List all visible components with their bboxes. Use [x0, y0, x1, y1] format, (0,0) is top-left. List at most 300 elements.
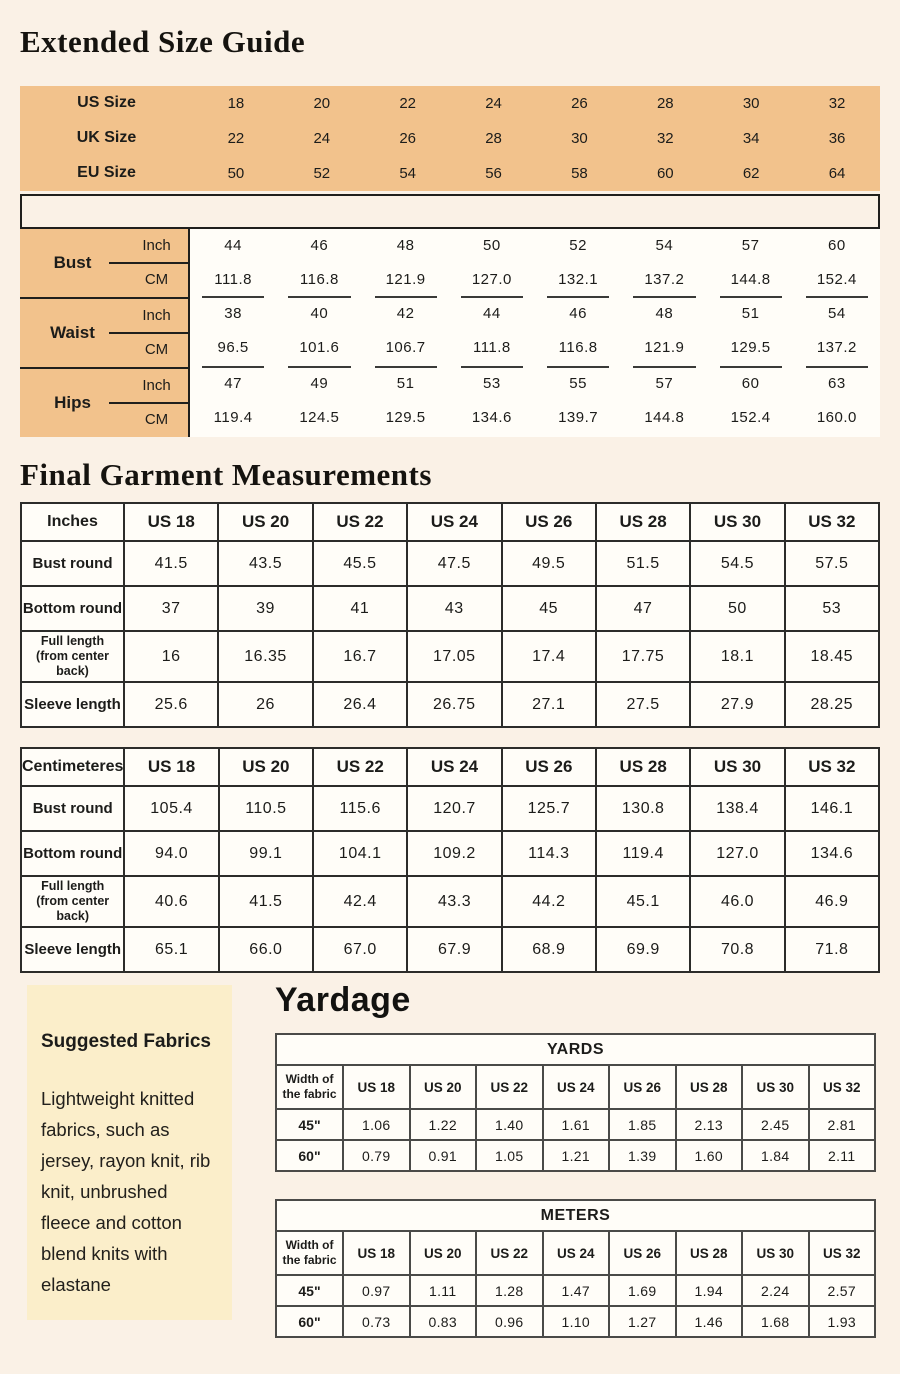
measurement-column	[190, 229, 276, 297]
value-cell: 50	[690, 586, 784, 631]
measurement-column	[708, 297, 794, 367]
size-header-cell: US 26	[502, 503, 596, 541]
size-system-label: US Size	[77, 94, 136, 112]
unit-column	[125, 229, 190, 297]
table-row	[21, 831, 879, 876]
value-cell: 17.05	[407, 631, 501, 682]
header-row	[276, 1065, 875, 1109]
value-cell: 16	[124, 631, 218, 682]
value-cell: 18.45	[785, 631, 879, 682]
size-value: 26	[571, 94, 588, 112]
row-label-cell: Bust round	[21, 541, 124, 586]
measurement-column	[535, 297, 621, 367]
value-cell: 138.4	[690, 786, 784, 831]
value-cell: 104.1	[313, 831, 407, 876]
size-header-cell: US 22	[313, 503, 407, 541]
cm-value: 152.4	[816, 271, 857, 289]
table-row	[276, 1140, 875, 1171]
table-row	[276, 1306, 875, 1337]
cm-value: 127.0	[471, 271, 512, 289]
value-cell: 41.5	[219, 876, 313, 927]
value-cell: 1.84	[742, 1140, 809, 1171]
size-value: 36	[828, 129, 846, 147]
value-cell: 2.81	[809, 1109, 876, 1140]
value-cell: 45	[502, 586, 596, 631]
size-value: 60	[656, 164, 674, 182]
row-label-cell: Bust round	[21, 786, 124, 831]
value-cell: 18.1	[690, 631, 784, 682]
suggested-fabrics-heading: Suggested Fabrics	[41, 1031, 211, 1053]
value-cell: 109.2	[407, 831, 501, 876]
value-cell: 67.0	[313, 927, 407, 972]
value-cell: 1.94	[676, 1275, 743, 1306]
inch-value: 60	[741, 375, 760, 393]
value-cell: 46.9	[785, 876, 879, 927]
value-cell: 1.93	[809, 1306, 876, 1337]
value-cell: 120.7	[407, 786, 501, 831]
cm-value: 144.8	[644, 409, 685, 427]
table-head	[21, 748, 879, 786]
size-value: 26	[399, 129, 417, 147]
inch-value: 55	[569, 375, 587, 393]
table-head	[276, 1200, 875, 1275]
value-cell: 2.45	[742, 1109, 809, 1140]
value-cell: 66.0	[219, 927, 313, 972]
cm-value: 152.4	[730, 409, 771, 427]
table-row	[276, 1109, 875, 1140]
size-header-cell: US 18	[124, 748, 218, 786]
value-cell: 68.9	[502, 927, 596, 972]
value-cell: 49.5	[502, 541, 596, 586]
cm-value: 134.6	[471, 409, 512, 427]
value-cell: 1.69	[609, 1275, 676, 1306]
value-cell: 27.1	[502, 682, 596, 727]
inch-value: 44	[224, 237, 242, 255]
size-header-cell: US 28	[676, 1065, 743, 1109]
measurement-column	[621, 297, 707, 367]
size-system-label: EU Size	[77, 164, 136, 182]
inch-value: 48	[396, 237, 415, 255]
measurement-column	[621, 229, 707, 297]
row-label-cell: Bottom round	[21, 586, 124, 631]
yardage-title: Yardage	[275, 981, 411, 1020]
cm-value: 139.7	[558, 409, 599, 427]
row-label-cell: Full length (from center back)	[21, 876, 124, 927]
page-title: Extended Size Guide	[20, 24, 306, 59]
size-value: 24	[485, 94, 502, 112]
size-value: 56	[485, 164, 502, 182]
measurement-column	[794, 297, 880, 367]
row-label-cell: Bottom round	[21, 831, 124, 876]
measurement-column	[535, 367, 621, 437]
value-cell: 1.60	[676, 1140, 743, 1171]
garment-cm-table	[20, 747, 880, 973]
table-title-cell: METERS	[276, 1200, 875, 1231]
size-value: 30	[571, 129, 588, 147]
table-body	[21, 541, 879, 727]
size-header-cell: US 20	[219, 748, 313, 786]
value-cell: 42.4	[313, 876, 407, 927]
size-value: 32	[828, 94, 846, 112]
value-cell: 40.6	[124, 876, 218, 927]
value-cell: 26	[218, 682, 312, 727]
table-body	[276, 1275, 875, 1337]
size-value: 54	[399, 164, 417, 182]
measurement-column	[794, 367, 880, 437]
cm-value: 116.8	[558, 339, 598, 357]
value-cell: 71.8	[785, 927, 879, 972]
value-cell: 26.4	[313, 682, 407, 727]
value-cell: 0.91	[410, 1140, 477, 1171]
value-cell: 70.8	[690, 927, 784, 972]
size-header-cell: US 18	[343, 1231, 410, 1275]
cm-value: 137.2	[816, 339, 857, 357]
value-cell: 114.3	[502, 831, 596, 876]
header-row	[21, 748, 879, 786]
cm-value: 96.5	[217, 339, 249, 357]
value-cell: 43.5	[218, 541, 312, 586]
row-label-cell: Sleeve length	[21, 927, 124, 972]
table-row	[21, 682, 879, 727]
inch-value: 44	[483, 305, 501, 323]
size-value: 32	[656, 129, 674, 147]
size-value: 24	[313, 129, 331, 147]
inch-value: 51	[741, 305, 760, 323]
header-row	[276, 1231, 875, 1275]
value-cell: 134.6	[785, 831, 879, 876]
cm-value: 101.6	[299, 339, 340, 357]
value-cell: 16.35	[218, 631, 312, 682]
value-cell: 1.46	[676, 1306, 743, 1337]
size-header-cell: US 32	[785, 503, 879, 541]
size-header-cell: US 32	[809, 1065, 876, 1109]
size-header-cell: US 30	[742, 1065, 809, 1109]
cm-value: 119.4	[213, 409, 253, 427]
inch-unit-label: Inch	[142, 377, 171, 395]
value-cell: 1.61	[543, 1109, 610, 1140]
cm-value: 121.9	[644, 339, 685, 357]
measurement-column	[535, 229, 621, 297]
table-row	[21, 876, 879, 927]
value-cell: 1.11	[410, 1275, 477, 1306]
header-row	[21, 503, 879, 541]
value-cell: 43.3	[407, 876, 501, 927]
cm-value: 129.5	[730, 339, 771, 357]
cm-unit-label: CM	[144, 341, 169, 359]
size-header-cell: US 24	[407, 503, 501, 541]
inch-value: 53	[483, 375, 501, 393]
unit-column	[125, 297, 190, 367]
value-cell: 2.57	[809, 1275, 876, 1306]
measurement-column	[276, 297, 362, 367]
table-row	[21, 586, 879, 631]
value-cell: 127.0	[690, 831, 784, 876]
inch-value: 57	[655, 375, 674, 393]
size-header-cell: US 26	[609, 1231, 676, 1275]
size-value: 28	[656, 94, 674, 112]
size-header-cell: US 30	[690, 748, 784, 786]
body-part-label: Waist	[20, 297, 125, 367]
value-cell: 125.7	[502, 786, 596, 831]
value-cell: 146.1	[785, 786, 879, 831]
size-value: 34	[742, 129, 760, 147]
value-cell: 0.83	[410, 1306, 477, 1337]
unit-header-cell: Inches	[21, 503, 124, 541]
measurement-column	[276, 229, 362, 297]
value-cell: 1.85	[609, 1109, 676, 1140]
size-header-cell: US 20	[218, 503, 312, 541]
value-cell: 47.5	[407, 541, 501, 586]
size-header-cell: US 32	[809, 1231, 876, 1275]
size-guide-page	[0, 24, 900, 1365]
size-value: 22	[399, 94, 417, 112]
size-system-label: UK Size	[76, 129, 137, 147]
value-cell: 1.39	[609, 1140, 676, 1171]
inch-unit-label: Inch	[142, 237, 171, 255]
value-cell: 44.2	[502, 876, 596, 927]
size-header-cell: US 20	[410, 1065, 477, 1109]
inch-value: 48	[655, 305, 674, 323]
table-row	[21, 927, 879, 972]
inch-value: 54	[655, 237, 674, 255]
inch-value: 54	[828, 305, 846, 323]
fabric-width-cell: 60"	[276, 1140, 343, 1171]
size-value: 18	[227, 94, 245, 112]
value-cell: 115.6	[313, 786, 407, 831]
body-measurement-group	[20, 367, 880, 437]
size-value: 58	[571, 164, 588, 182]
measurement-column	[190, 297, 276, 367]
inch-value: 60	[828, 237, 846, 255]
size-header-cell: US 24	[407, 748, 501, 786]
value-cell: 1.68	[742, 1306, 809, 1337]
value-cell: 99.1	[219, 831, 313, 876]
measurement-column	[363, 297, 449, 367]
value-cell: 1.47	[543, 1275, 610, 1306]
inch-value: 50	[483, 237, 501, 255]
size-header-cell: US 28	[676, 1231, 743, 1275]
cm-value: 129.5	[385, 409, 426, 427]
value-cell: 28.25	[785, 682, 879, 727]
cm-value: 144.8	[730, 271, 771, 289]
value-cell: 130.8	[596, 786, 690, 831]
title-row	[276, 1200, 875, 1231]
size-chart-row	[20, 156, 880, 191]
measurement-column	[363, 229, 449, 297]
measurement-column	[708, 367, 794, 437]
value-cell: 53	[785, 586, 879, 631]
unit-header-cell: Centimeteres	[21, 748, 124, 786]
measurement-column	[190, 367, 276, 437]
size-header-cell: US 28	[596, 748, 690, 786]
row-label-cell: Sleeve length	[21, 682, 124, 727]
unit-column	[125, 367, 190, 437]
bottom-section	[0, 981, 900, 1365]
value-cell: 2.13	[676, 1109, 743, 1140]
inch-value: 63	[828, 375, 846, 393]
value-cell: 41	[313, 586, 407, 631]
table-head	[21, 503, 879, 541]
table-row	[21, 541, 879, 586]
table-row	[21, 631, 879, 682]
value-cell: 0.73	[343, 1306, 410, 1337]
value-cell: 2.11	[809, 1140, 876, 1171]
meters-table	[275, 1199, 876, 1338]
value-cell: 0.97	[343, 1275, 410, 1306]
body-measurements-table	[20, 229, 880, 437]
value-cell: 51.5	[596, 541, 690, 586]
size-header-cell: US 24	[543, 1231, 610, 1275]
size-header-cell: US 28	[596, 503, 690, 541]
size-header-cell: US 26	[609, 1065, 676, 1109]
size-chart-row	[20, 121, 880, 156]
size-header-cell: US 30	[742, 1231, 809, 1275]
size-header-cell: US 22	[476, 1065, 543, 1109]
inch-value: 38	[224, 305, 242, 323]
garment-measurements-title: Final Garment Measurements	[20, 456, 432, 492]
size-value: 28	[485, 129, 502, 147]
value-cell: 65.1	[124, 927, 218, 972]
value-cell: 46.0	[690, 876, 784, 927]
table-row	[21, 786, 879, 831]
value-cell: 69.9	[596, 927, 690, 972]
fabric-width-header-cell: Width of the fabric	[276, 1065, 343, 1109]
value-cell: 17.4	[502, 631, 596, 682]
fabric-width-cell: 60"	[276, 1306, 343, 1337]
cm-value: 160.0	[816, 409, 857, 427]
body-measurement-group	[20, 297, 880, 367]
value-cell: 47	[596, 586, 690, 631]
value-cell: 119.4	[596, 831, 690, 876]
inch-value: 42	[396, 305, 415, 323]
value-cell: 27.9	[690, 682, 784, 727]
value-cell: 105.4	[124, 786, 218, 831]
value-cell: 16.7	[313, 631, 407, 682]
inch-value: 46	[310, 237, 329, 255]
inch-value: 46	[569, 305, 587, 323]
table-title-cell: YARDS	[276, 1034, 875, 1065]
measurement-values	[190, 367, 880, 437]
cm-value: 132.1	[558, 271, 599, 289]
yardage-section	[275, 981, 876, 1365]
fabric-width-cell: 45"	[276, 1275, 343, 1306]
cm-unit-label: CM	[144, 271, 169, 289]
value-cell: 67.9	[407, 927, 501, 972]
value-cell: 1.10	[543, 1306, 610, 1337]
inch-value: 52	[569, 237, 587, 255]
cm-value: 137.2	[644, 271, 685, 289]
cm-value: 111.8	[472, 339, 511, 357]
body-part-label: Bust	[20, 229, 125, 297]
body-measurement-group	[20, 229, 880, 297]
suggested-fabrics-text: Lightweight knitted fabrics, such as jersey, rayon knit, rib knit, unbrushed fleece and cotton blend knits with elastane	[41, 1088, 211, 1296]
inch-value: 49	[310, 375, 329, 393]
value-cell: 0.79	[343, 1140, 410, 1171]
value-cell: 1.06	[343, 1109, 410, 1140]
measurement-column	[276, 367, 362, 437]
measurement-column	[794, 229, 880, 297]
cm-value: 124.5	[299, 409, 340, 427]
measurement-values	[190, 229, 880, 297]
inch-value: 57	[741, 237, 760, 255]
size-value: 52	[313, 164, 331, 182]
value-cell: 2.24	[742, 1275, 809, 1306]
empty-note-box	[20, 194, 880, 229]
value-cell: 0.96	[476, 1306, 543, 1337]
table-head	[276, 1034, 875, 1109]
title-row	[276, 1034, 875, 1065]
value-cell: 17.75	[596, 631, 690, 682]
size-value: 30	[742, 94, 760, 112]
value-cell: 1.21	[543, 1140, 610, 1171]
size-value: 50	[227, 164, 245, 182]
measurement-values	[190, 297, 880, 367]
value-cell: 45.1	[596, 876, 690, 927]
inch-unit-label: Inch	[142, 307, 171, 325]
value-cell: 26.75	[407, 682, 501, 727]
cm-value: 116.8	[299, 271, 339, 289]
value-cell: 94.0	[124, 831, 218, 876]
fabric-width-header-cell: Width of the fabric	[276, 1231, 343, 1275]
size-header-cell: US 24	[543, 1065, 610, 1109]
garment-inches-table	[20, 502, 880, 728]
value-cell: 45.5	[313, 541, 407, 586]
value-cell: 57.5	[785, 541, 879, 586]
size-value: 20	[313, 94, 331, 112]
value-cell: 37	[124, 586, 218, 631]
size-chart-row	[20, 86, 880, 121]
body-part-label: Hips	[20, 367, 125, 437]
size-value: 62	[742, 164, 760, 182]
size-header-cell: US 18	[343, 1065, 410, 1109]
cm-value: 121.9	[385, 271, 426, 289]
value-cell: 39	[218, 586, 312, 631]
measurement-column	[621, 367, 707, 437]
cm-value: 111.8	[214, 271, 253, 289]
value-cell: 110.5	[219, 786, 313, 831]
value-cell: 41.5	[124, 541, 218, 586]
value-cell: 54.5	[690, 541, 784, 586]
measurement-column	[449, 367, 535, 437]
size-value: 22	[227, 129, 245, 147]
value-cell: 25.6	[124, 682, 218, 727]
size-header-cell: US 30	[690, 503, 784, 541]
value-cell: 1.27	[609, 1306, 676, 1337]
yards-table	[275, 1033, 876, 1172]
row-label-cell: Full length (from center back)	[21, 631, 124, 682]
cm-value: 106.7	[385, 339, 426, 357]
table-body	[21, 786, 879, 972]
value-cell: 1.40	[476, 1109, 543, 1140]
size-header-cell: US 26	[502, 748, 596, 786]
size-header-cell: US 18	[124, 503, 218, 541]
inch-value: 51	[396, 375, 415, 393]
inch-value: 40	[310, 305, 329, 323]
size-conversion-table	[20, 86, 880, 191]
size-header-cell: US 22	[476, 1231, 543, 1275]
value-cell: 1.05	[476, 1140, 543, 1171]
table-body	[276, 1109, 875, 1171]
fabric-width-cell: 45"	[276, 1109, 343, 1140]
cm-unit-label: CM	[144, 411, 169, 429]
measurement-column	[363, 367, 449, 437]
size-value: 64	[828, 164, 846, 182]
value-cell: 1.28	[476, 1275, 543, 1306]
suggested-fabrics-panel	[27, 985, 232, 1320]
value-cell: 27.5	[596, 682, 690, 727]
size-header-cell: US 22	[313, 748, 407, 786]
size-header-cell: US 32	[785, 748, 879, 786]
